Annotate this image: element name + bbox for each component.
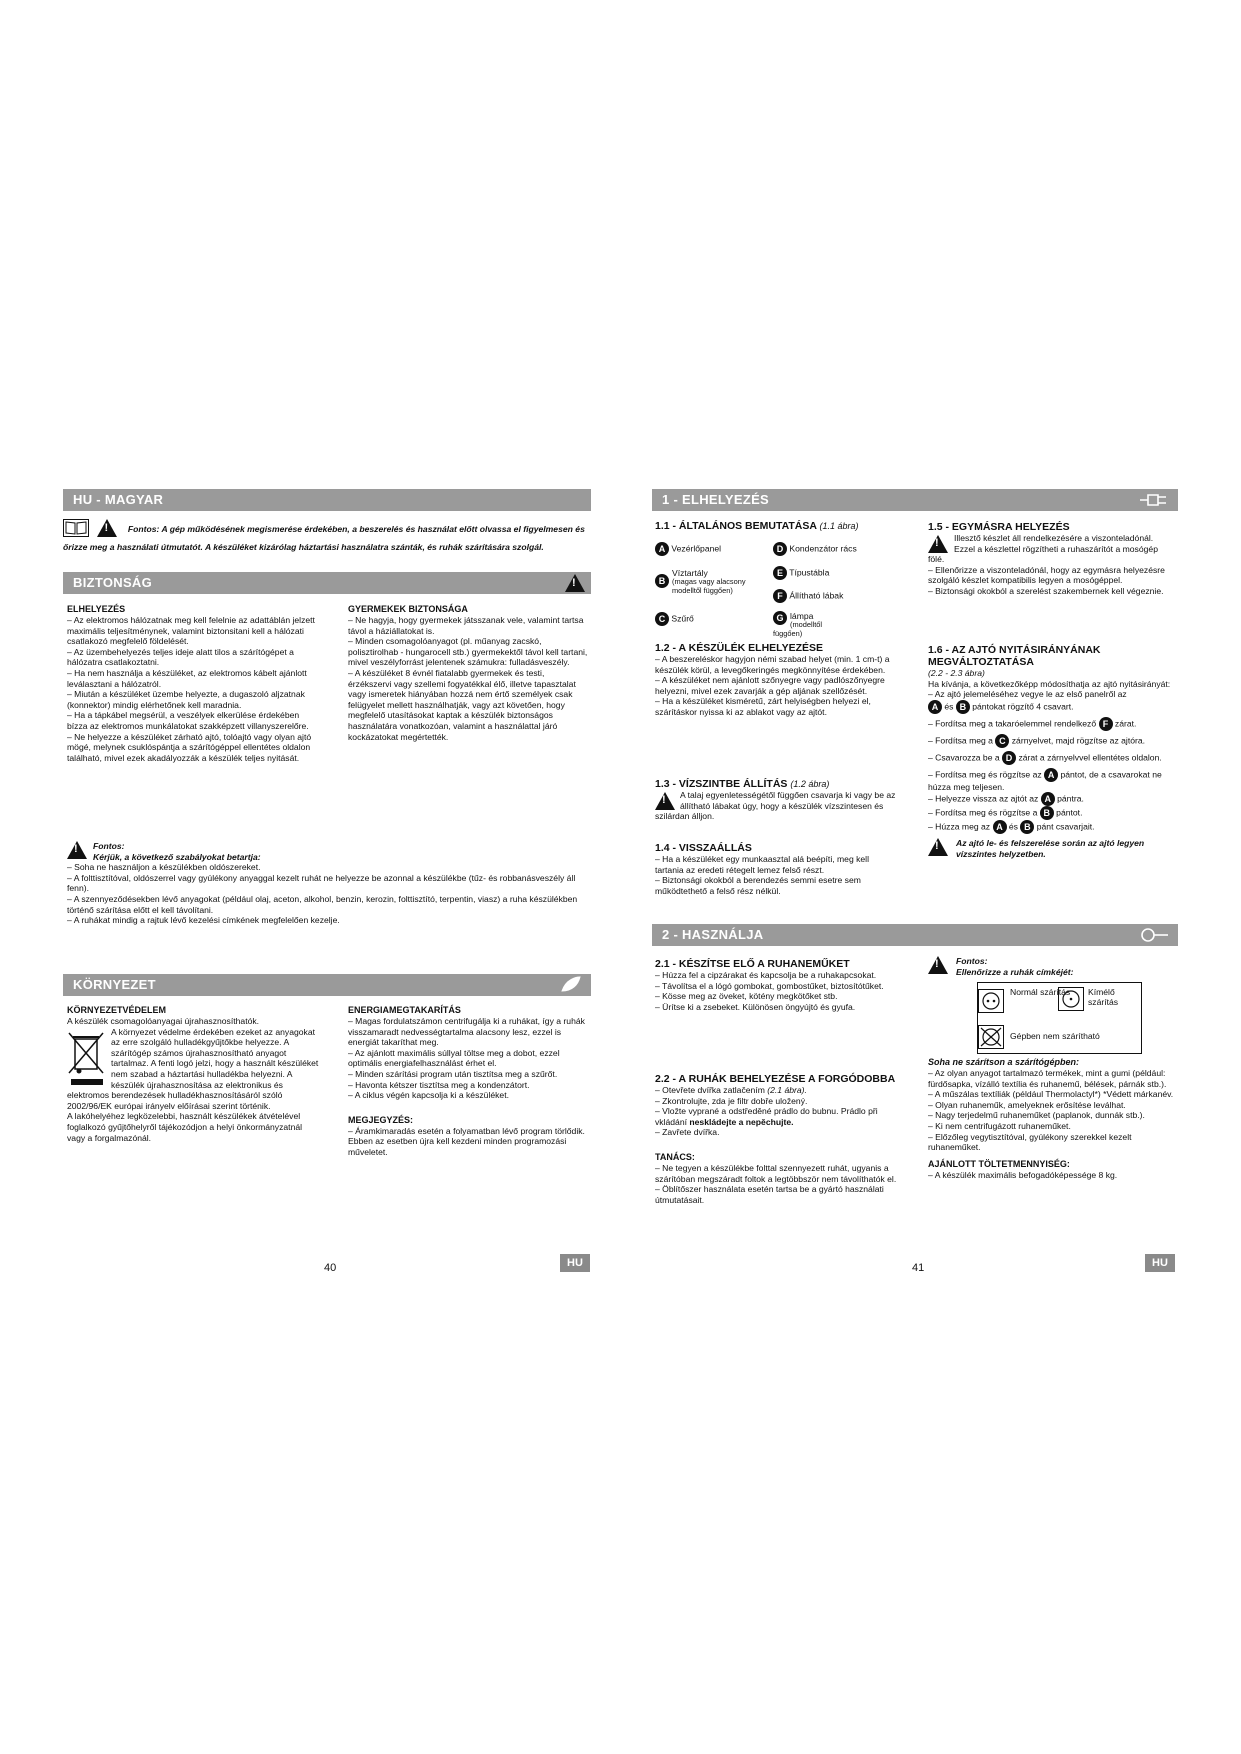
door-warning: ! Az ajtó le- és felszerelése során az ajtó legyen vízszintes helyzetben.	[928, 838, 1176, 859]
load-title: AJÁNLOTT TÖLTETMENNYISÉG:	[928, 1158, 1070, 1169]
part-g: G lámpa (modelltől függően)	[773, 611, 823, 638]
letter-b-icon: B	[1020, 820, 1034, 834]
part-e: E Típustábla	[773, 566, 829, 580]
section-2-2-text-2: – Zkontrolujte, zda je filtr dobře uložený. – Vložte vyprané a odstředěné prádlo do bubnu. Prádlo při vkládání neskládejte a nepěchujte.	[655, 1095, 878, 1127]
section-1-6-intro: Ha kívánja, a következőképp módosíthatja az ajtó nyitásirányát:	[928, 678, 1171, 689]
door-warning-icon	[928, 838, 948, 856]
letter-a-icon: A	[1044, 768, 1058, 782]
energy-title: ENERGIAMEGTAKARÍTÁS	[348, 1005, 461, 1015]
right-header-bar-placement: 1 - ELHELYEZÉS	[652, 489, 1178, 511]
section-1-4	[655, 842, 900, 896]
care-label-block	[928, 956, 1176, 977]
letter-e-icon: E	[773, 566, 787, 580]
letter-d-icon: D	[1002, 751, 1016, 765]
child-safety-text: – Ne hagyja, hogy gyermekek játsszanak vele, valamint tartsa távol a háziállatokat is. – Minden csomagolóanyagot (pl. műanyag zacskó, polisztirolhab - hungarocell stb.) gyermekektől távol kell tartani, mivel veszélyforrást jelentenek számukra: fulladásveszély. – A készüléket 8 évnél fiatalabb gyermekek és testi, érzékszervi vagy szellemi fogyatékkal élő, illetve tapasztalat vagy ismeretek hiányában hozzá nem értő személyek csak felügyelet mellett használhatják, vagy azt követően, hogy megfelelő utasításokat kaptak a készülék biztonságos használatára vonatkozóan, valamint a használattal járó kockázatokat megértették.	[348, 615, 588, 742]
no-dry-label: Gépben nem szárítható	[1010, 1031, 1100, 1041]
letter-d-icon: D	[773, 542, 787, 556]
gentle-dry-symbol	[1058, 987, 1084, 1011]
part-d: D Kondenzátor rács	[773, 542, 857, 556]
section-2-2	[655, 1073, 900, 1205]
door-step-6: – Helyezze vissza az ajtót az A pántra.	[928, 793, 1084, 805]
hand-icon	[1140, 926, 1170, 944]
section-2-2-text-1: – Otevřete dvířka zatlačením (2.1 ábra).	[655, 1085, 807, 1095]
remark-title: MEGJEGYZÉS:	[348, 1114, 414, 1125]
section-1-6	[928, 644, 1176, 860]
section-2-2-text-3: – Zavřete dvířka.	[655, 1127, 720, 1138]
safety-warning-icon	[565, 574, 585, 592]
energy-column	[348, 1005, 590, 1158]
remark-text: – Áramkimaradás esetén a folyamatban lévő program törlődik. Ebben az esetben újra kell kezdeni minden programozási műveletet.	[348, 1125, 585, 1157]
letter-a-icon: A	[1041, 792, 1055, 806]
section-2-1-title: 2.1 - KÉSZÍTSE ELŐ A RUHANEMŰKET	[655, 958, 850, 970]
care-subtitle: Ellenőrizze a ruhák címkéjét:	[956, 966, 1074, 977]
section-1-6-title: 1.6 - AZ AJTÓ NYITÁSIRÁNYÁNAK MEGVÁLTOZTATÁSA	[928, 644, 1101, 668]
safety-header-bar: BIZTONSÁG	[63, 572, 591, 594]
note-text: – Soha ne használjon a készülékben oldószereket. – A folttisztítóval, oldószerrel vagy gyúlékony anyaggal kezelt ruhát ne helyezze be azonnal a készülékbe (tűz- és robbanásveszély áll fenn). – A szennyeződésekben lévő anyagokat (például olaj, aceton, alkohol, benzin, kerozin, folttisztító, terpentin, viasz) a ruha készülékben történő szárítása előtt el kell távolítani. – A ruhákat mindig a rajtuk lévő kezelési címkének megfelelően kezelje.	[67, 862, 578, 926]
environment-protection-first: A készülék csomagolóanyagai újrahasznosíthatók.	[67, 1016, 260, 1026]
door-step-5: – Fordítsa meg és rögzítse az A pántot, de a csavarokat ne húzza meg teljesen.	[928, 769, 1162, 792]
tips-text: – Ne tegyen a készülékbe folttal szennyezett ruhát, ugyanis a szárítóban megszáradt foltok a legtöbbször nem távolíthatók el. – Öblítőszer használata esetén tartsa be a gyártó használati útmutatásait.	[655, 1162, 897, 1205]
door-step-8: – Húzza meg az A és B pánt csavarjait.	[928, 821, 1095, 833]
section-2-2-title: 2.2 - A RUHÁK BEHELYEZÉSE A FORGÓDOBBA	[655, 1073, 896, 1085]
never-dry-text: – Az olyan anyagot tartalmazó termékek, mint a gumi (például: fürdősapka, vízálló textília és ruhanemű, bélések, párnák stb.). – A műszálas textíliák (például Thermolactyl*) *Védett márkanév. – Olyan ruhaneműk, amelyeknek erősítése leválhat. – Nagy terjedelmű ruhaneműket (paplanok, dunnák stb.). – Ki nem centrifugázott ruhaneműket. – Előzőleg vegytisztítóval, gyúlékony szerekkel kezelt ruhaneműket.	[928, 1068, 1174, 1153]
never-dry-title: Soha ne szárítson a szárítógépben:	[928, 1057, 1080, 1067]
child-safety-title: GYERMEKEK BIZTONSÁGA	[348, 604, 468, 614]
environment-protection-text: A környezet védelme érdekében ezeket az anyagokat az erre szolgáló hulladékgyűjtőkbe helyezze. A szárítógép számos újrahasznosítható anyagot tartalmaz. A fenti logó jelzi, hogy a használt készüléket nem szabad a háztartási hulladékba helyezni. A készülék újrahasznosítása az elektronikus és elektromos berendezések hulladékhasznosításáról szóló 2002/96/EK európai irányelv előírásai szerint történik. A lakóhelyéhez legközelebbi, használt készülékek átvételével foglalkozó gyűjtőhelyről tájékozódjon a helyi önkormányzatnál vagy a forgalmazónál.	[67, 1026, 319, 1143]
section-1-2	[655, 642, 900, 718]
letter-a-icon: A	[655, 542, 669, 556]
environment-protection-column	[67, 1005, 319, 1143]
left-page-number: 40	[324, 1262, 337, 1274]
left-header-bar: HU - MAGYAR	[63, 489, 591, 511]
letter-c-icon: C	[655, 612, 669, 626]
letter-f-icon: F	[773, 589, 787, 603]
section-1-3-text: A talaj egyenletességétől függően csavarja ki vagy be az állítható lábakat úgy, hogy a készülék vízszintesen és szilárdan álljon.	[655, 790, 896, 822]
letter-a-icon: A	[993, 820, 1007, 834]
part-c: C Szűrő	[655, 612, 694, 626]
section-1-6-ref: (2.2 - 2.3 ábra)	[928, 668, 985, 678]
section-1-5	[928, 521, 1176, 597]
section-1-4-text: – Ha a készüléket egy munkaasztal alá beépíti, meg kell tartania az eredeti rétegelt lemez felső részt. – Biztonsági okokból a berendezés semmi esetre sem működtethető a felső rész nélkül.	[655, 854, 870, 896]
note-warning-icon	[67, 841, 87, 859]
book-icon	[63, 519, 89, 537]
letter-f-icon: F	[1099, 717, 1113, 731]
plug-icon	[1138, 491, 1170, 509]
energy-text: – Magas fordulatszámon centrifugálja ki a ruhákat, így a ruhák visszamaradt nedvességtartalma alacsony lesz, ezzel is energiát takaríthat meg. – Az ajánlott maximális súllyal töltse meg a dobot, ezzel optimális energiafelhasználást érhet el. – Minden szárítási program után tisztítsa meg a szűrőt. – Havonta kétszer tisztítsa meg a kondenzátort. – A ciklus végén kapcsolja ki a készüléket.	[348, 1016, 585, 1101]
section-2-1	[655, 958, 900, 1012]
intro-text: Fontos: A gép működésének megismerése érdekében, a beszerelés és használat előtt olvassa el figyelmesen és őrizze meg a használati útmutatót. A készüléket kizárólag háztartási használatra szánták, és ruhák szárítására szolgál.	[63, 524, 585, 552]
letter-a-icon: A	[928, 700, 942, 714]
section-1-5-title: 1.5 - EGYMÁSRA HELYEZÉS	[928, 521, 1070, 533]
leaf-icon	[560, 975, 582, 993]
never-dry-block	[928, 1057, 1176, 1180]
level-warning-icon	[655, 792, 675, 810]
letter-c-icon: C	[995, 734, 1009, 748]
door-step-1: – Az ajtó jelemeléséhez vegye le az első panelről az A és B pántokat rögzítő 4 csavart.	[928, 689, 1127, 712]
note-subtitle: Kérjük, a következő szabályokat betartja:	[93, 851, 261, 862]
letter-b-icon: B	[655, 574, 669, 588]
section-2-1-text: – Húzza fel a cipzárakat és kapcsolja be a ruhakapcsokat. – Távolítsa el a lógó gombokat, gombostűket, biztosítótűket. – Kösse meg az öveket, kötény megkötőket stb. – Ürítse ki a zsebeket. Különösen öngyújtó és gyufa.	[655, 970, 884, 1012]
gentle-dry-label: Kímélő szárítás	[1088, 987, 1119, 1007]
no-dry-symbol	[978, 1025, 1004, 1049]
care-symbols-box	[977, 982, 1142, 1054]
letter-b-icon: B	[956, 700, 970, 714]
door-step-4: – Csavarozza be a D zárat a zárnyelvvel ellentétes oldalon.	[928, 752, 1162, 763]
part-a: A Vezérlőpanel	[655, 542, 721, 556]
letter-g-icon: G	[773, 611, 787, 625]
section-1-3	[655, 778, 900, 822]
section-1-4-title: 1.4 - VISSZAÁLLÁS	[655, 842, 752, 854]
important-note	[67, 841, 587, 926]
section-1-2-title: 1.2 - A KÉSZÜLÉK ELHELYEZÉSE	[655, 642, 824, 654]
normal-dry-label: Normál szárítás	[1010, 987, 1071, 997]
right-language-badge: HU	[1145, 1254, 1175, 1272]
right-header-bar-use: 2 - HASZNÁLJA	[652, 924, 1178, 946]
left-language-badge: HU	[560, 1254, 590, 1272]
normal-dry-symbol	[978, 989, 1004, 1013]
placement-text: – Az elektromos hálózatnak meg kell felelnie az adattáblán jelzett maximális teljesítménynek, valamint biztonsitani kell a hálózati csatlakozó megfelelő földelését. – Az üzembehelyezés teljes ideje alatt tilos a szárítógépet a hálózatra csatlakoztatni. – Ha nem használja a készüléket, az elektromos kábelt ajánlott leválasztani a hálózatról. – Miután a készüléket üzembe helyezte, a dugaszoló aljzatnak (konnektor) mindig elérhetőnek kell maradnia. – Ha a tápkábel megsérül, a veszélyek elkerülése érdekében bízza az elektromos munkálatokat szakképzett villanyszerelőre. – Ne helyezze a készüléket zárható ajtó, tolóajtó vagy olyan ajtó mögé, melynek csuklóspántja a szárítógéppel ellentétes oldalon található, mivel ezek akadályozzák a készülék teljes nyitását.	[67, 615, 315, 763]
door-step-3: – Fordítsa meg a C zárnyelvet, majd rögzítse az ajtóra.	[928, 735, 1146, 746]
environment-protection-title: KÖRNYEZETVÉDELEM	[67, 1005, 167, 1015]
care-warning-icon	[928, 956, 948, 974]
wheelie-bin-icon	[67, 1029, 107, 1087]
care-title: Fontos:	[956, 956, 988, 966]
part-f: F Állítható lábak	[773, 589, 843, 603]
right-page-number: 41	[912, 1262, 925, 1274]
placement-column	[67, 604, 319, 763]
warning-icon	[97, 519, 117, 537]
section-1-2-text: – A beszereléskor hagyjon némi szabad helyet (min. 1 cm-t) a készülék körül, a levegőkeringés megkönnyítése érdekében. – A készüléket nem ajánlott szőnyegre vagy padlószőnyegre helyezni, mivel ezek zavarják a gép aljának szellőzését. – Ha a készüléket kisméretű, zárt helyiségben helyezi el, szárításkor nyissa ki az ablakot vagy az ajtót.	[655, 654, 890, 717]
tips-title: TANÁCS:	[655, 1151, 695, 1162]
section-1-1-title: 1.1 - ÁLTALÁNOS BEMUTATÁSA (1.1 ábra)	[655, 520, 859, 532]
load-text: – A készülék maximális befogadóképessége 8 kg.	[928, 1169, 1118, 1180]
intro-block	[63, 519, 591, 555]
part-b: B Víztartály (magas vagy alacsony modelltől függően)	[655, 568, 775, 595]
note-title: Fontos:	[93, 841, 125, 851]
section-1-3-title: 1.3 - VÍZSZINTBE ÁLLÍTÁS (1.2 ábra)	[655, 778, 830, 790]
letter-b-icon: B	[1040, 806, 1054, 820]
stacking-warning-icon	[928, 535, 948, 553]
door-step-7: – Fordítsa meg és rögzítse a B pántot.	[928, 807, 1083, 819]
section-1-5-text: Illesztő készlet áll rendelkezésére a viszonteladónál. Ezzel a készlettel rögzítheti a ruhaszárítót a mosógép fölé. – Ellenőrizze a viszonteladónál, hogy az egymásra helyezésre szolgáló készlet kompatibilis legyen a mosógéppel. – Biztonsági okokból a szerelést szakembernek kell végeznie.	[928, 533, 1165, 596]
environment-header-bar: KÖRNYEZET	[63, 974, 591, 996]
child-safety-column	[348, 604, 590, 742]
placement-title: ELHELYEZÉS	[67, 604, 126, 614]
section-1-1	[655, 520, 905, 532]
door-step-2: – Fordítsa meg a takaróelemmel rendelkező F zárat.	[928, 718, 1137, 729]
